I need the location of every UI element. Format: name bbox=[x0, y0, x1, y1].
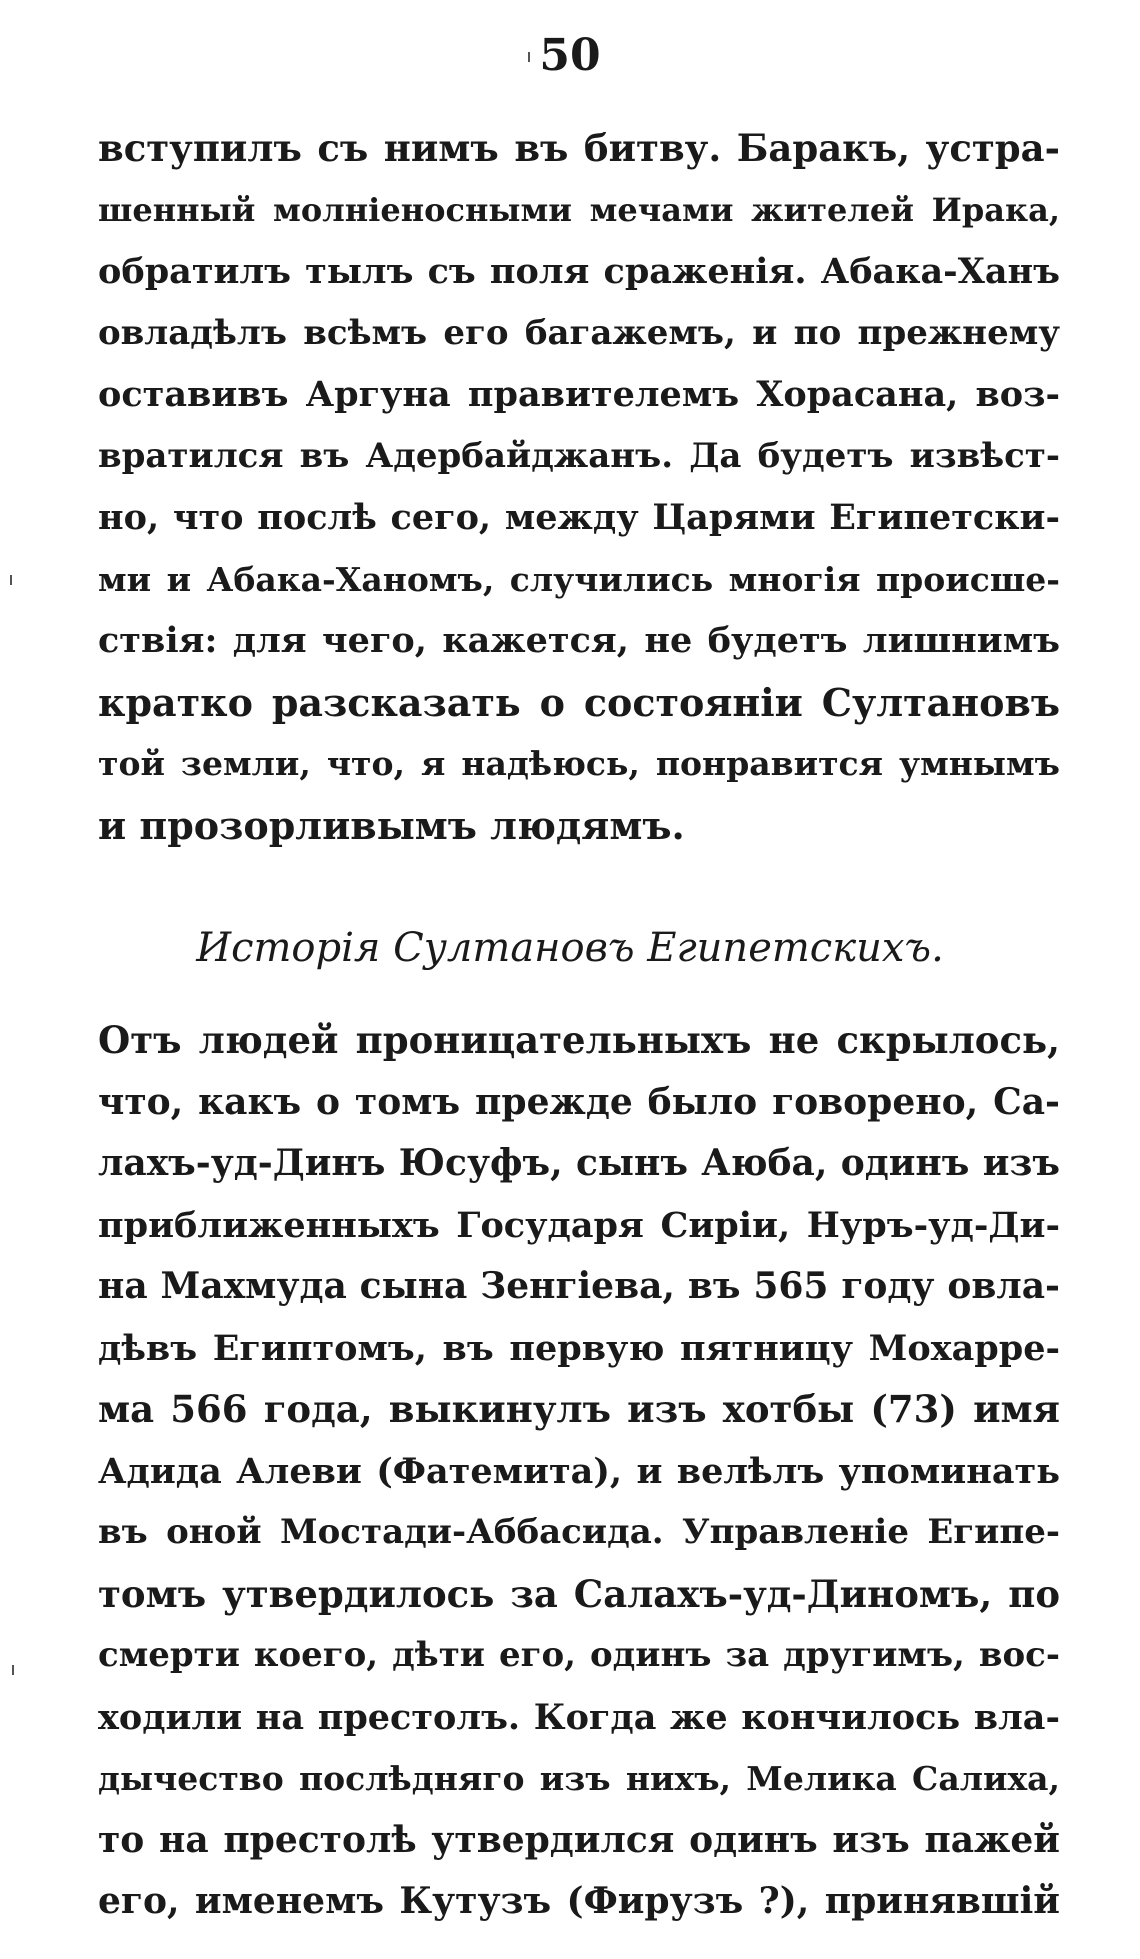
text-line: кратко разсказать о состояніи Султановъ bbox=[98, 679, 1060, 725]
text-line: вратился въ Адербайджанъ. Да будетъ извѣст- bbox=[98, 435, 1060, 476]
scan-speck bbox=[528, 52, 530, 62]
page-number: 50 bbox=[539, 30, 601, 81]
text-line: дычество послѣдняго изъ нихъ, Мелика Салиха, bbox=[98, 1759, 1060, 1798]
text-line: вступилъ съ нимъ въ битву. Баракъ, устра- bbox=[98, 126, 1060, 170]
text-line: на Махмуда сына Зенгіева, въ 565 году овла- bbox=[98, 1265, 1060, 1307]
scan-speck bbox=[12, 1665, 14, 1675]
text-line: лахъ-уд-Динъ Юсуфъ, сынъ Аюба, одинъ изъ bbox=[98, 1142, 1060, 1184]
text-line: и прозорливымъ людямъ. bbox=[98, 802, 685, 848]
text-line: приближенныхъ Государя Сиріи, Нуръ-уд-Ди- bbox=[98, 1204, 1060, 1246]
section-heading: Исторія Султановъ Египетскихъ. bbox=[196, 925, 944, 971]
text-line: ма 566 года, выкинулъ изъ хотбы (73) имя bbox=[98, 1387, 1060, 1431]
text-line: въ оной Мостади-Аббасида. Управленіе Египе- bbox=[98, 1512, 1060, 1552]
text-line: ходили на престолъ. Когда же кончилось вла- bbox=[98, 1696, 1060, 1738]
text-line: ствія: для чего, кажется, не будетъ лишнимъ bbox=[98, 620, 1060, 661]
text-line: Адида Алеви (Фатемита), и велѣлъ упоминать bbox=[98, 1450, 1060, 1492]
paragraph-1 bbox=[98, 118, 1060, 856]
text-line: дѣвъ Египтомъ, въ первую пятницу Мохарре- bbox=[98, 1327, 1060, 1369]
text-line: овладѣлъ всѣмъ его багажемъ, и по прежнему bbox=[98, 312, 1060, 353]
text-line: томъ утвердилось за Салахъ-уд-Диномъ, по bbox=[98, 1571, 1060, 1616]
scan-speck bbox=[10, 575, 12, 585]
text-line: Отъ людей проницательныхъ не скрылось, bbox=[98, 1018, 1060, 1062]
text-line: той земли, что, я надѣюсь, понравится умнымъ bbox=[98, 744, 1060, 783]
text-line: оставивъ Аргуна правителемъ Хорасана, воз- bbox=[98, 374, 1060, 415]
text-line: что, какъ о томъ прежде было говорено, Са- bbox=[98, 1080, 1060, 1123]
text-line: смерти коего, дѣти его, одинъ за другимъ, вос- bbox=[98, 1635, 1060, 1675]
text-line: обратилъ тылъ съ поля сраженія. Абака-Ханъ bbox=[98, 251, 1060, 292]
text-line: ми и Абака-Ханомъ, случились многія происше- bbox=[98, 559, 1060, 599]
text-line: шенный молніеносными мечами жителей Ирака, bbox=[98, 190, 1060, 229]
text-line: но, что послѣ сего, между Царями Египетски- bbox=[98, 497, 1060, 538]
text-line: то на престолѣ утвердился одинъ изъ пажей bbox=[98, 1818, 1060, 1861]
text-line: его, именемъ Кутузъ (Фирузъ ?), принявшій bbox=[98, 1880, 1060, 1922]
paragraph-2 bbox=[98, 1010, 1060, 1933]
